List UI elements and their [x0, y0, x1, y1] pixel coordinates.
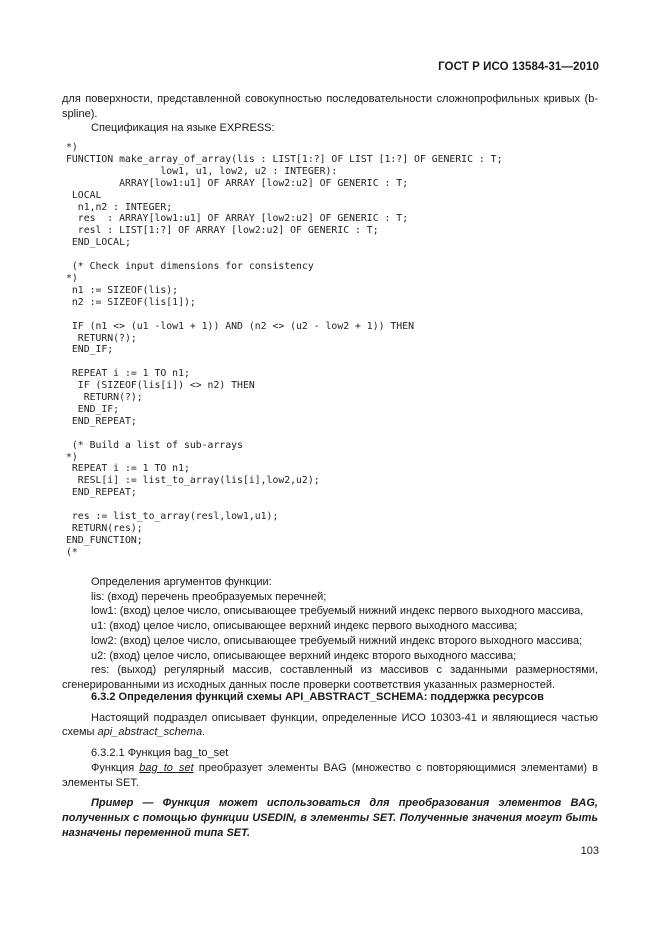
code-line: *) — [66, 142, 78, 153]
section-paragraph: Настоящий подраздел описывает функции, определенные ИСО 10303-41 и являющиеся частью схемы api_abstract_schema. — [62, 711, 598, 739]
code-line: (* — [66, 546, 78, 558]
code-line: low1, u1, low2, u2 : INTEGER): — [66, 165, 338, 177]
code-line: n1 := SIZEOF(lis); — [66, 284, 179, 296]
example-note: Пример — Функция может использоваться для преобразования элементов BAG, полученных с помощью функции USEDIN, в элементы SET. Полученные значения могут быть назначены переменной типа SET. — [62, 797, 598, 839]
definition-item: low2: (вход) целое число, описывающее требуемый нижний индекс второго выходного массива; — [91, 634, 583, 647]
code-line: END_LOCAL; — [66, 237, 131, 249]
code-line: *) — [66, 451, 78, 463]
express-code-listing — [66, 142, 502, 559]
section-heading: 6.3.2 Определения функций схемы API_ABSTRACT_SCHEMA: поддержка ресурсов — [91, 691, 544, 703]
code-line: (* Check input dimensions for consistency — [66, 261, 314, 273]
document-header: ГОСТ Р ИСО 13584-31—2010 — [438, 61, 599, 73]
code-line: END_IF; — [66, 403, 120, 415]
code-line: n2 := SIZEOF(lis[1]); — [66, 296, 196, 308]
code-line: IF (SIZEOF(lis[i]) <> n2) THEN — [66, 380, 255, 392]
page-number: 103 — [580, 845, 599, 857]
code-line — [66, 499, 502, 511]
code-line — [66, 309, 502, 321]
subsection-heading: 6.3.2.1 Функция bag_to_set — [91, 747, 229, 760]
code-line: END_REPEAT; — [66, 487, 137, 499]
code-line: ARRAY[low1:u1] OF ARRAY [low2:u2] OF GENERIC : T; — [66, 177, 409, 189]
schema-name: api_abstract_schema — [97, 726, 203, 739]
code-line: REPEAT i := 1 TO n1; — [66, 368, 190, 380]
code-line: (* Build a list of sub-arrays — [66, 439, 243, 451]
code-line: res := list_to_array(resl,low1,u1); — [66, 511, 279, 523]
function-name: bag_to_set — [139, 761, 194, 774]
code-line — [66, 428, 502, 440]
code-line: END_REPEAT; — [66, 415, 137, 427]
code-line: RETURN(?); — [66, 392, 143, 404]
code-line: FUNCTION make_array_of_array(lis : LIST[1:?] OF LIST [1:?] OF GENERIC : T; — [66, 153, 503, 165]
definition-item: low1: (вход) целое число, описывающее требуемый нижний индекс первого выходного массива, — [91, 605, 584, 618]
code-line: RETURN(res); — [66, 523, 143, 534]
section-6-3-2 — [62, 690, 598, 840]
code-line: END_IF; — [66, 344, 114, 356]
intro-block — [62, 92, 598, 136]
definition-item: u2: (вход) целое число, описывающее верхний индекс второго выходного массива; — [91, 649, 517, 662]
code-line: *) — [66, 272, 78, 284]
code-line — [66, 356, 502, 368]
code-line: END_FUNCTION; — [66, 534, 143, 546]
definition-item: lis: (вход) перечень преобразуемых перечней; — [91, 590, 327, 603]
code-line: res : ARRAY[low1:u1] OF ARRAY [low2:u2] OF GENERIC : T; — [66, 213, 409, 225]
code-line: RETURN(?); — [66, 332, 137, 344]
definitions-title: Определения аргументов функции: — [91, 576, 272, 588]
function-description: Функция bag_to_set преобразует элементы BAG (множество с повторяющимися элементами) в элементы SET. — [62, 761, 598, 789]
code-line — [66, 249, 502, 261]
code-line: IF (n1 <> (u1 -low1 + 1)) AND (n2 <> (u2 - low2 + 1)) THEN — [66, 320, 414, 332]
intro-paragraph: для поверхности, представленной совокупностью последовательности сложнопрофильных кривых (b-spline). — [62, 93, 598, 120]
code-line: resl : LIST[1:?] OF ARRAY [low2:u2] OF GENERIC : T; — [66, 225, 379, 237]
definition-item-res: res: (выход) регулярный массив, составленный из массивов с заданными размерностями, сгенерированными из исходных данных после проверки соответствия указанных размерностей. — [62, 664, 598, 691]
code-line: n1,n2 : INTEGER; — [66, 201, 173, 213]
code-line: RESL[i] := list_to_array(lis[i],low2,u2); — [66, 475, 320, 487]
code-line: REPEAT i := 1 TO n1; — [66, 463, 190, 475]
express-spec-label: Спецификация на языке EXPRESS: — [91, 122, 275, 134]
argument-definitions — [62, 575, 598, 693]
code-line: LOCAL — [66, 189, 102, 201]
definition-item: u1: (вход) целое число, описывающее верхний индекс первого выходного массива; — [91, 620, 518, 633]
